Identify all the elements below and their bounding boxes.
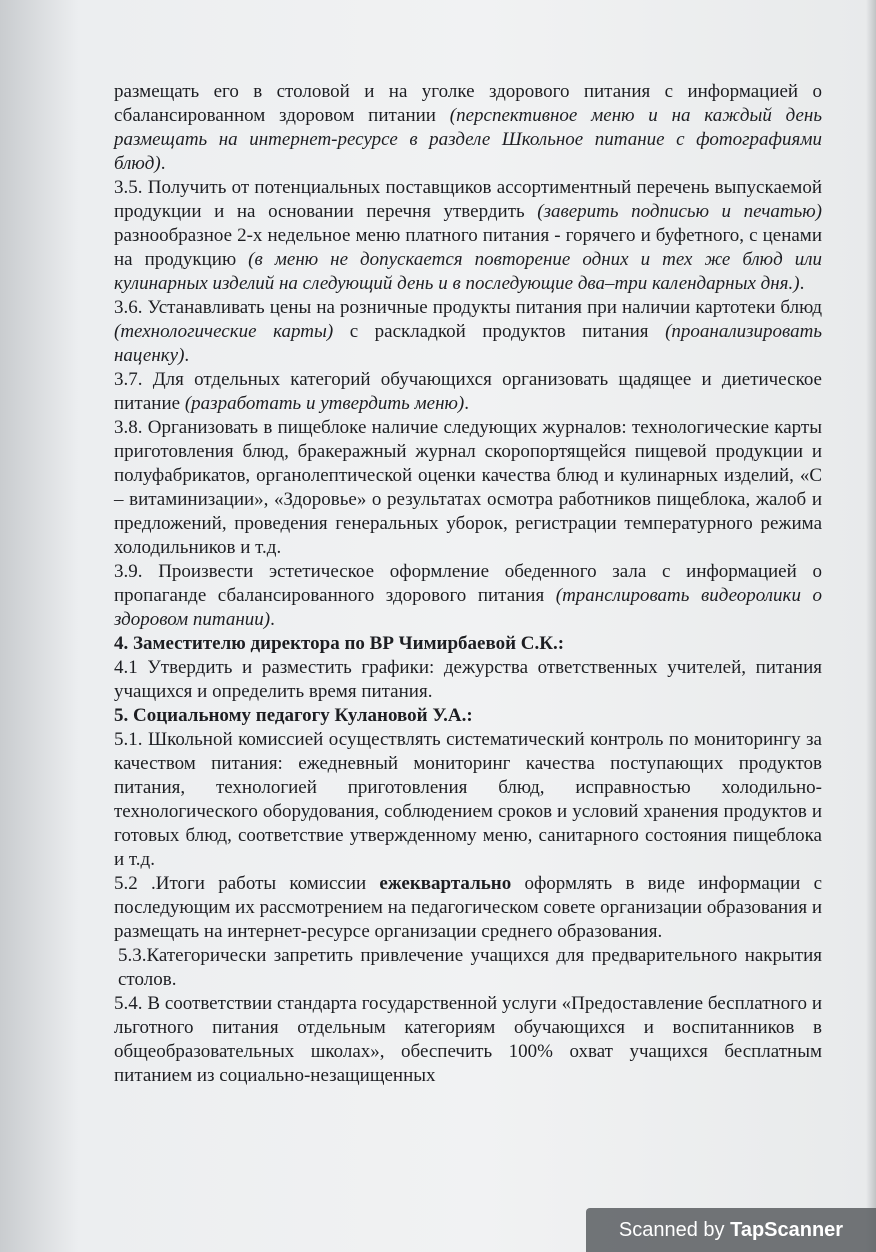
document-body — [114, 80, 822, 1088]
paragraph-3-6: 3.6. Устанавливать цены на розничные продукты питания при наличии картотеки блюд (технологические карты) с раскладкой продуктов питания (проанализировать наценку). — [114, 297, 822, 366]
paragraph-5-4: 5.4. В соответствии стандарта государственной услуги «Предоставление бесплатного и льготного питания отдельным категориям обучающихся и воспитанников в общеобразовательных школах», обеспечить 100% охват учащихся бесплатным питанием из социально-незащищенных — [114, 993, 822, 1086]
scanner-watermark-badge — [586, 1208, 876, 1252]
section-heading-5: 5. Социальному педагогу Кулановой У.А.: — [114, 705, 473, 726]
paragraph-3-7: 3.7. Для отдельных категорий обучающихся организовать щадящее и диетическое питание (разработать и утвердить меню). — [114, 369, 822, 414]
paragraph-5-2: 5.2 .Итоги работы комиссии ежеквартально оформлять в виде информации с последующим их рассмотрением на педагогическом совете организации образования и размещать на интернет-ресурсе организации среднего образования. — [114, 873, 823, 942]
paragraph-3-9: 3.9. Произвести эстетическое оформление обеденного зала с информацией о пропаганде сбалансированного здорового питания (транслировать видеоролики о здоровом питании). — [114, 561, 822, 630]
paragraph-5-3: 5.3.Категорически запретить привлечение учащихся для предварительного накрытия столов. — [118, 945, 822, 990]
paragraph-5-1: 5.1. Школьной комиссией осуществлять систематический контроль по мониторингу за качеством питания: ежедневный мониторинг качества поступающих продуктов питания, технологией приготовления блюд, исправностью холодильно-технологического оборудования, соблюдением сроков и условий хранения продуктов и готовых блюд, соответствие утвержденному меню, санитарного состояния пищеблока и т.д. — [114, 729, 822, 870]
page-edge-shadow — [866, 0, 876, 1252]
paragraph-3-5: 3.5. Получить от потенциальных поставщиков ассортиментный перечень выпускаемой продукции и на основании перечня утвердить (заверить подписью и печатью) разнообразное 2-х недельное меню платного питания - горячего и буфетного, с ценами на продукцию (в меню не допускается повторение одних и тех же блюд или кулинарных изделий на следующий день и в последующие два–три календарных дня.). — [114, 177, 822, 294]
section-heading-4: 4. Заместителю директора по ВР Чимирбаевой С.К.: — [114, 633, 565, 654]
paragraph-4-1: 4.1 Утвердить и разместить графики: дежурства ответственных учителей, питания учащихся и определить время питания. — [114, 657, 822, 702]
watermark-prefix: Scanned by — [618, 1219, 731, 1241]
paragraph-menu-info: размещать его в столовой и на уголке здорового питания с информацией о сбалансированном здоровом питании (перспективное меню и на каждый день размещать на интернет-ресурсе в разделе Школьное питание с фотографиями блюд). — [114, 81, 822, 174]
watermark-brand: TapScanner — [730, 1219, 844, 1241]
paragraph-3-8: 3.8. Организовать в пищеблоке наличие следующих журналов: технологические карты приготовления блюд, бракеражный журнал скоропортящейся пищевой продукции и полуфабрикатов, органолептической оценки качества блюд и кулинарных изделий, «С – витаминизации», «Здоровье» о результатах осмотра работников пищеблока, жалоб и предложений, проведения генеральных уборок, регистрации температурного режима холодильников и т.д. — [114, 417, 822, 558]
